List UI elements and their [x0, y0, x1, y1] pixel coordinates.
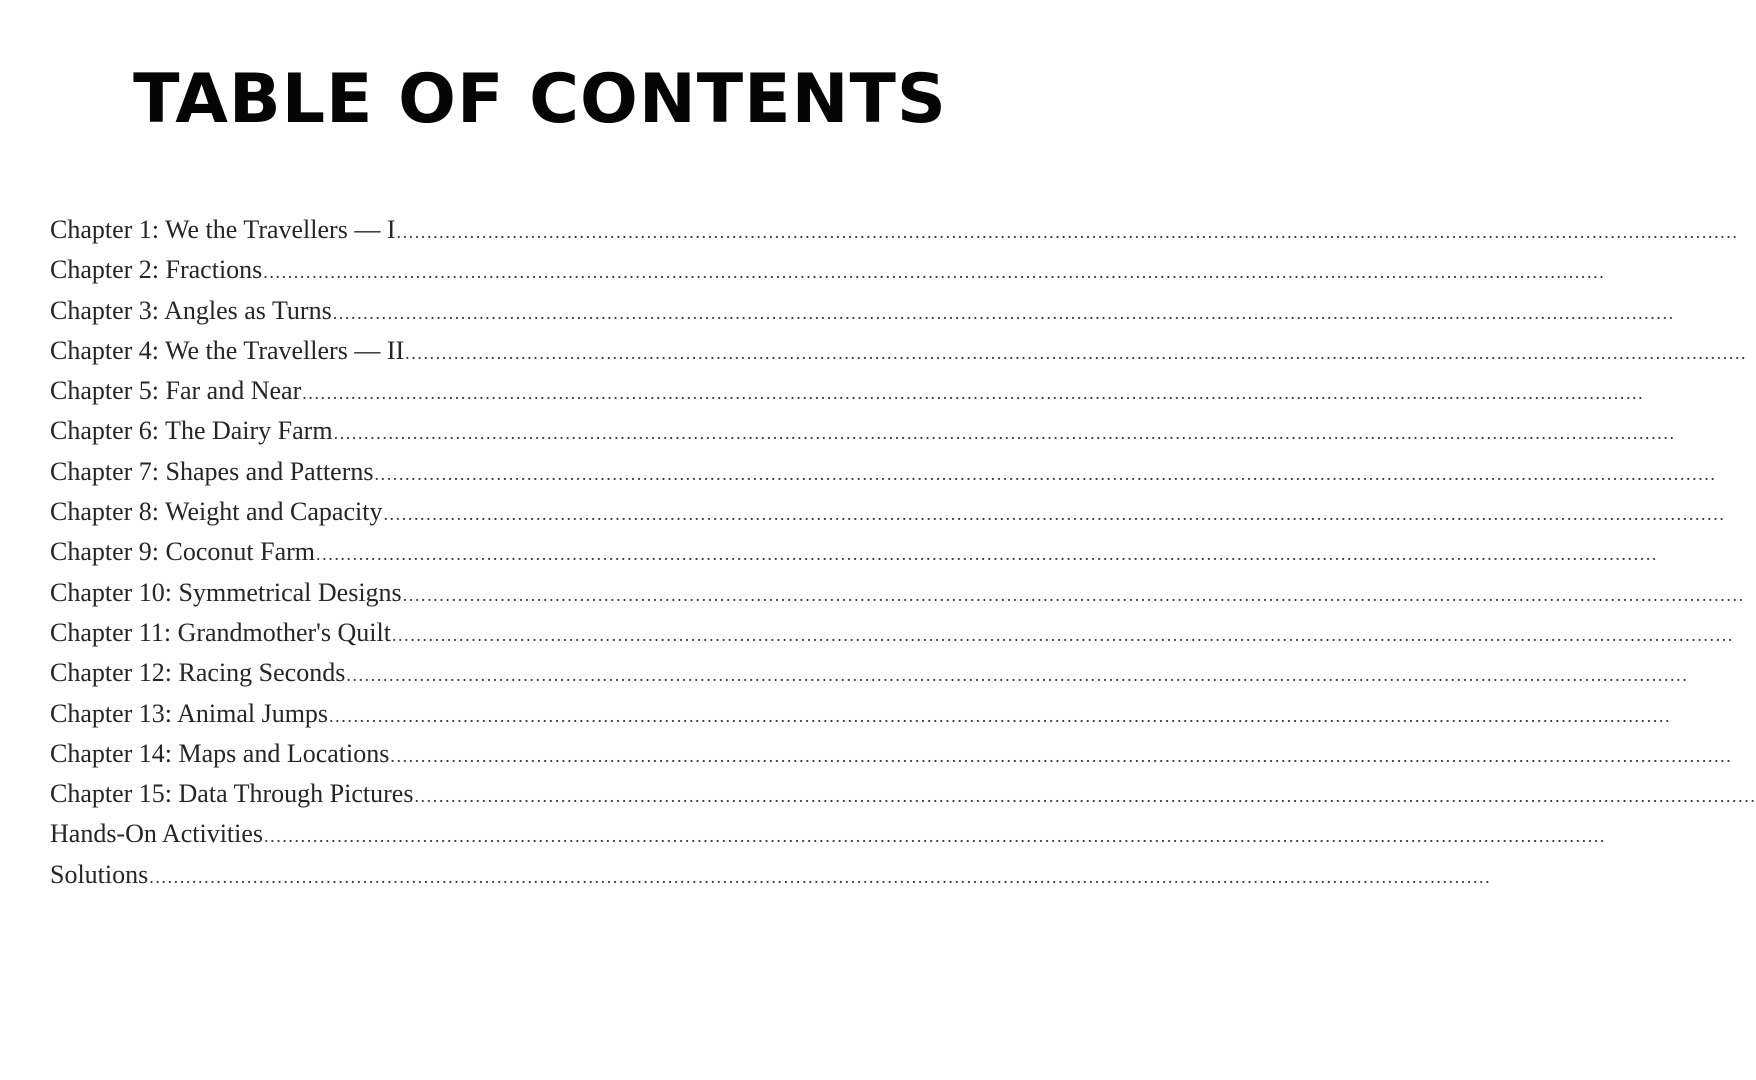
- toc-entry-label: Chapter 15: Data Through Pictures: [50, 779, 414, 809]
- dot-leader: ............................................................................................................................................................................................................................: [329, 705, 1672, 726]
- dot-leader: ............................................................................................................................................................................................................................: [149, 866, 1492, 887]
- toc-entry-label: Chapter 8: Weight and Capacity: [50, 497, 383, 527]
- toc-entry-label: Chapter 13: Animal Jumps: [50, 698, 329, 728]
- toc-entry: [50, 855, 1492, 895]
- dot-leader: ............................................................................................................................................................................................................................: [414, 786, 1756, 807]
- toc-entry: [50, 492, 1726, 532]
- dot-leader: ............................................................................................................................................................................................................................: [316, 544, 1659, 565]
- toc-entry: [50, 573, 1745, 613]
- dot-leader: ............................................................................................................................................................................................................................: [263, 262, 1606, 283]
- toc-entry: [50, 411, 1676, 451]
- dot-leader: ............................................................................................................................................................................................................................: [374, 463, 1717, 484]
- dot-leader: ............................................................................................................................................................................................................................: [390, 745, 1733, 766]
- toc-entry: [50, 774, 1756, 814]
- toc-entry-label: Chapter 10: Symmetrical Designs: [50, 577, 402, 607]
- toc-entry: [50, 291, 1675, 331]
- dot-leader: ............................................................................................................................................................................................................................: [402, 584, 1745, 605]
- toc-entry-label: Chapter 2: Fractions: [50, 255, 263, 285]
- toc-entry-label: Chapter 4: We the Travellers — II: [50, 335, 405, 365]
- toc-entry: [50, 734, 1733, 774]
- table-of-contents-list: [50, 210, 1756, 895]
- toc-entry: [50, 452, 1717, 492]
- toc-entry: [50, 210, 1739, 250]
- dot-leader: ............................................................................................................................................................................................................................: [332, 302, 1675, 323]
- toc-entry-label: Chapter 3: Angles as Turns: [50, 295, 332, 325]
- dot-leader: ............................................................................................................................................................................................................................: [264, 826, 1607, 847]
- toc-entry: [50, 653, 1689, 693]
- toc-entry-label: Hands-On Activities: [50, 819, 264, 849]
- dot-leader: ............................................................................................................................................................................................................................: [302, 383, 1645, 404]
- dot-leader: ............................................................................................................................................................................................................................: [391, 624, 1734, 645]
- dot-leader: ............................................................................................................................................................................................................................: [333, 423, 1676, 444]
- toc-entry-label: Chapter 6: The Dairy Farm: [50, 416, 333, 446]
- toc-entry: [50, 250, 1606, 290]
- dot-leader: ............................................................................................................................................................................................................................: [346, 665, 1689, 686]
- toc-entry: [50, 532, 1659, 572]
- toc-entry: [50, 371, 1645, 411]
- page-title: TABLE OF CONTENTS: [133, 60, 947, 139]
- dot-leader: ............................................................................................................................................................................................................................: [405, 342, 1748, 363]
- toc-entry-label: Chapter 12: Racing Seconds: [50, 658, 346, 688]
- toc-entry-label: Chapter 1: We the Travellers — I: [50, 215, 396, 244]
- toc-entry: [50, 694, 1672, 734]
- toc-entry-label: Solutions: [50, 859, 149, 889]
- toc-entry-label: Chapter 5: Far and Near: [50, 376, 302, 406]
- toc-entry-label: Chapter 9: Coconut Farm: [50, 537, 316, 567]
- toc-entry-label: Chapter 11: Grandmother's Quilt: [50, 617, 391, 647]
- dot-leader: ............................................................................................................................................................................................................................: [396, 222, 1739, 242]
- toc-entry: [50, 331, 1748, 371]
- toc-entry-label: Chapter 14: Maps and Locations: [50, 738, 390, 768]
- dot-leader: ............................................................................................................................................................................................................................: [383, 504, 1726, 525]
- toc-entry: [50, 814, 1607, 854]
- toc-entry: [50, 613, 1734, 653]
- toc-entry-label: Chapter 7: Shapes and Patterns: [50, 456, 374, 486]
